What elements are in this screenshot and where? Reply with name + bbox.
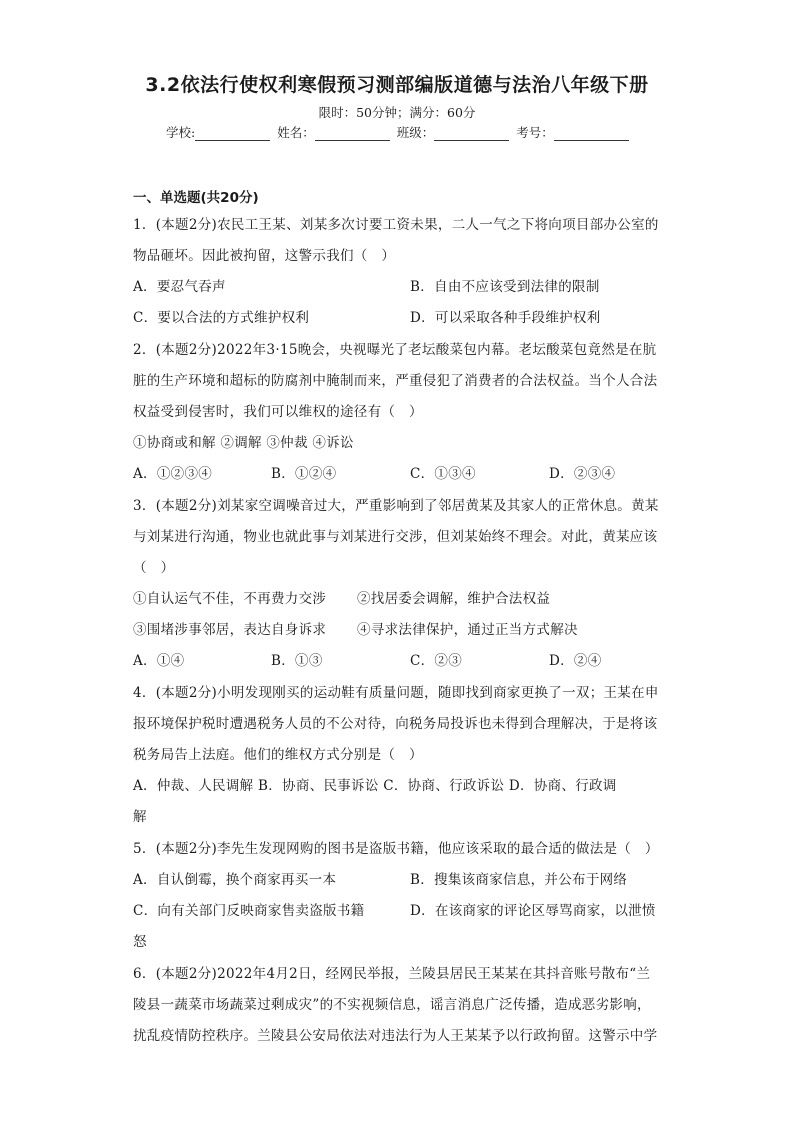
q4-line-3: 税务局告上法庭。他们的维权方式分别是（ ）: [133, 747, 423, 763]
q6-line-3: 扰乱疫情防控秩序。兰陵县公安局依法对违法行为人王某某予以行政拘留。这警示中学: [133, 1028, 658, 1044]
q4-options[interactable]: A．仲裁、人民调解 B．协商、民事诉讼 C．协商、行政诉讼 D．协商、行政调: [133, 778, 617, 794]
q6-line-1: 6．(本题2分)2022年4月2日，经网民举报，兰陵县居民王某某在其抖音账号散布“兰: [133, 966, 651, 982]
q6-line-2: 陵县一蔬菜市场蔬菜过剩成灾”的不实视频信息，谣言消息广泛传播，造成恶劣影响，: [133, 997, 651, 1013]
q1-option-c[interactable]: C．要以合法的方式维护权利: [133, 310, 310, 326]
q2-line-1: 2．(本题2分)2022年3·15晚会，央视曝光了老坛酸菜包内幕。老坛酸菜包竟然是在肮: [133, 342, 657, 358]
q3-option-b[interactable]: B．①③: [271, 653, 323, 669]
q2-option-c[interactable]: C．①③④: [410, 466, 476, 482]
q1-line-1: 1．(本题2分)农民工王某、刘某多次讨要工资未果，二人一气之下将向项目部办公室的: [133, 217, 659, 233]
q2-line-3: 权益受到侵害时，我们可以维权的途径有（ ）: [133, 404, 423, 420]
q3-line-1: 3．(本题2分)刘某家空调噪音过大，严重影响到了邻居黄某及其家人的正常休息。黄某: [133, 498, 659, 514]
q2-option-d[interactable]: D．②③④: [549, 466, 616, 482]
q3-option-a[interactable]: A．①④: [133, 653, 185, 669]
q2-option-b[interactable]: B．①②④: [271, 466, 337, 482]
section-heading: 一、单选题(共20分): [133, 190, 259, 206]
q2-line-2: 脏的生产环境和超标的防腐剂中腌制而来，严重侵犯了消费者的合法权益。当个人合法: [133, 373, 658, 389]
q3-option-d[interactable]: D．②④: [549, 653, 602, 669]
student-info-line: [166, 123, 632, 141]
q3-statement-2: ②找居委会调解，维护合法权益: [357, 591, 551, 607]
q3-statement-1: ①自认运气不佳，不再费力交涉: [133, 591, 327, 607]
q2-statements: ①协商或和解 ②调解 ③仲裁 ④诉讼: [133, 435, 354, 451]
q5-line-1: 5．(本题2分)李先生发现网购的图书是盗版书籍，他应该采取的最合适的做法是（ ）: [133, 841, 659, 857]
q3-line-3: （ ）: [133, 560, 175, 576]
time-score-info: 限时：50分钟；满分：60分: [318, 105, 476, 120]
q1-option-d[interactable]: D．可以采取各种手段维护权利: [410, 310, 601, 326]
school-label: 学校:: [166, 125, 196, 140]
page-title: 3.2依法行使权利寒假预习测部编版道德与法治八年级下册: [145, 74, 649, 96]
class-label: 班级：: [396, 125, 435, 140]
q3-option-c[interactable]: C．②③: [410, 653, 463, 669]
q3-line-2: 与刘某进行沟通，物业也就此事与刘某进行交涉，但刘某始终不理会。对此，黄某应该: [133, 529, 658, 545]
name-label: 姓名：: [277, 125, 315, 140]
q1-option-a[interactable]: A．要忍气吞声: [133, 279, 226, 295]
q3-statement-4: ④寻求法律保护，通过正当方式解决: [357, 622, 578, 638]
q5-option-d[interactable]: D．在该商家的评论区辱骂商家，以泄愤: [410, 903, 656, 919]
q5-option-c[interactable]: C．向有关部门反映商家售卖盗版书籍: [133, 903, 365, 919]
q2-option-a[interactable]: A．①②③④: [133, 466, 213, 482]
q4-line-1: 4．(本题2分)小明发现刚买的运动鞋有质量问题，随即找到商家更换了一双；王某在申: [133, 685, 659, 701]
q3-statement-3: ③围堵涉事邻居，表达自身诉求: [133, 622, 327, 638]
q1-line-2: 物品砸坏。因此被拘留，这警示我们（ ）: [133, 248, 396, 264]
class-field[interactable]: [434, 126, 509, 141]
number-field[interactable]: [554, 126, 629, 141]
q1-option-b[interactable]: B．自由不应该受到法律的限制: [410, 279, 600, 295]
number-label: 考号：: [516, 125, 554, 140]
q4-line-2: 报环境保护税时遭遇税务人员的不公对待，向税务局投诉也未得到合理解决，于是将该: [133, 716, 658, 732]
school-field[interactable]: [195, 126, 270, 141]
q5-option-b[interactable]: B．搜集该商家信息，并公布于网络: [410, 872, 628, 888]
q5-option-d-continued: 怒: [133, 934, 147, 950]
name-field[interactable]: [315, 126, 390, 141]
q4-options-continued: 解: [133, 809, 147, 825]
q5-option-a[interactable]: A．自认倒霉，换个商家再买一本: [133, 872, 337, 888]
